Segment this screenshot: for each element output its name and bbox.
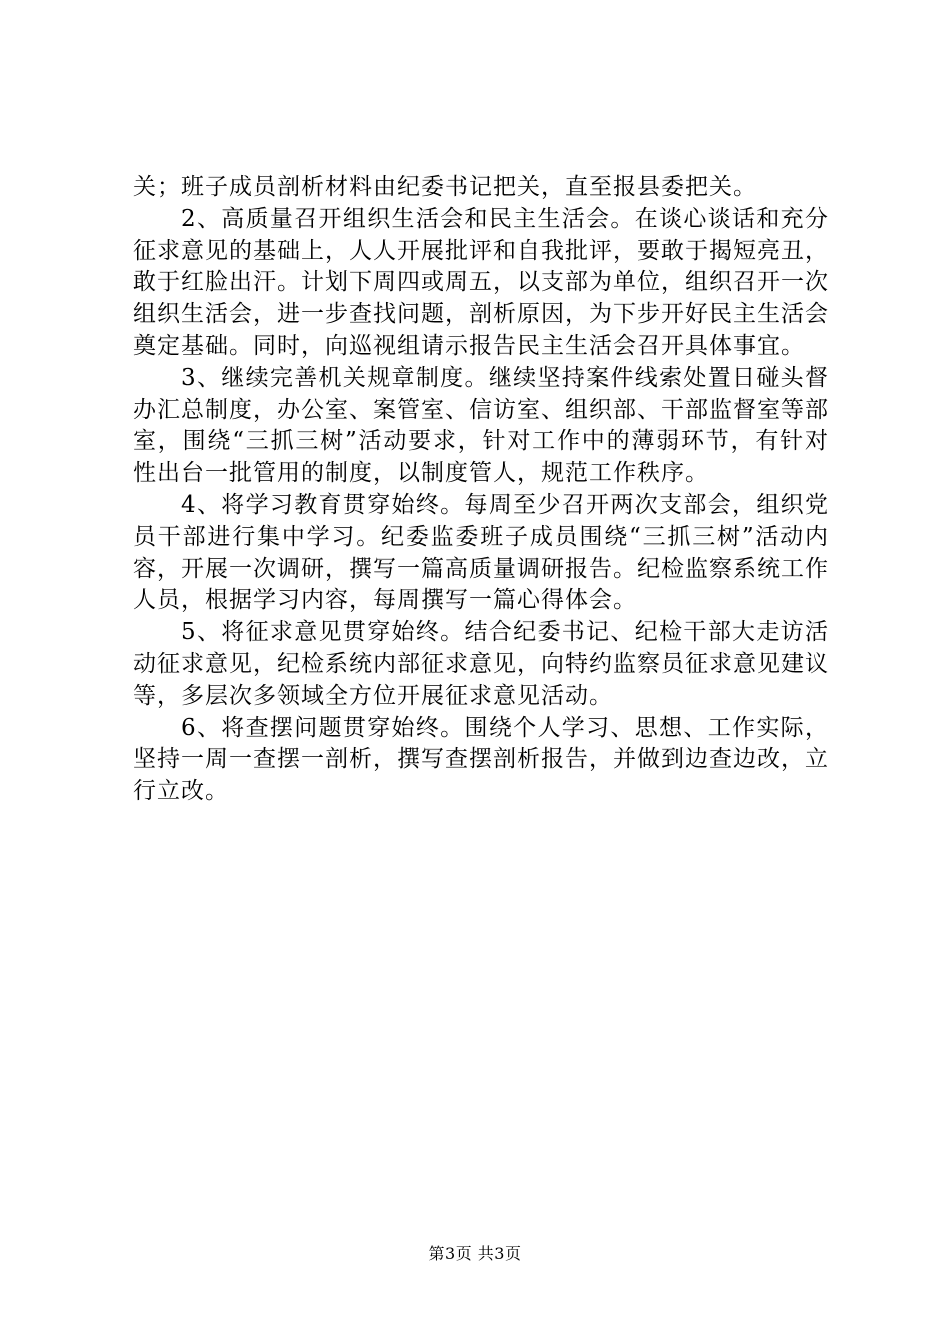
- paragraph-item-2: 2、高质量召开组织生活会和民主生活会。在谈心谈话和充分征求意见的基础上，人人开展批评和自我批评，要敢于揭短亮丑，敢于红脸出汗。计划下周四或周五，以支部为单位，组织召开一次组织生活会，进一步查找问题，剖析原因，为下步开好民主生活会奠定基础。同时，向巡视组请示报告民主生活会召开具体事宜。: [133, 205, 829, 359]
- page-footer: [0, 1244, 950, 1264]
- paragraph-item-5: 5、将征求意见贯穿始终。结合纪委书记、纪检干部大走访活动征求意见，纪检系统内部征求意见，向特约监察员征求意见建议等，多层次多领域全方位开展征求意见活动。: [133, 619, 829, 709]
- page-number: 第3页 共3页: [428, 1244, 522, 1263]
- paragraph-item-4: 4、将学习教育贯穿始终。每周至少召开两次支部会，组织党员干部进行集中学习。纪委监委班子成员围绕“三抓三树”活动内容，开展一次调研，撰写一篇高质量调研报告。纪检监察系统工作人员，根据学习内容，每周撰写一篇心得体会。: [133, 491, 829, 614]
- paragraph-item-6: 6、将查摆问题贯穿始终。围绕个人学习、思想、工作实际，坚持一周一查摆一剖析，撰写查摆剖析报告，并做到边查边改，立行立改。: [133, 714, 829, 805]
- paragraph-item-3: 3、继续完善机关规章制度。继续坚持案件线索处置日碰头督办汇总制度，办公室、案管室、信访室、组织部、干部监督室等部室，围绕“三抓三树”活动要求，针对工作中的薄弱环节，有针对性出台一批管用的制度，以制度管人，规范工作秩序。: [133, 364, 829, 487]
- paragraph-continuation: 关；班子成员剖析材料由纪委书记把关，直至报县委把关。: [133, 174, 757, 200]
- document-body: [133, 172, 829, 808]
